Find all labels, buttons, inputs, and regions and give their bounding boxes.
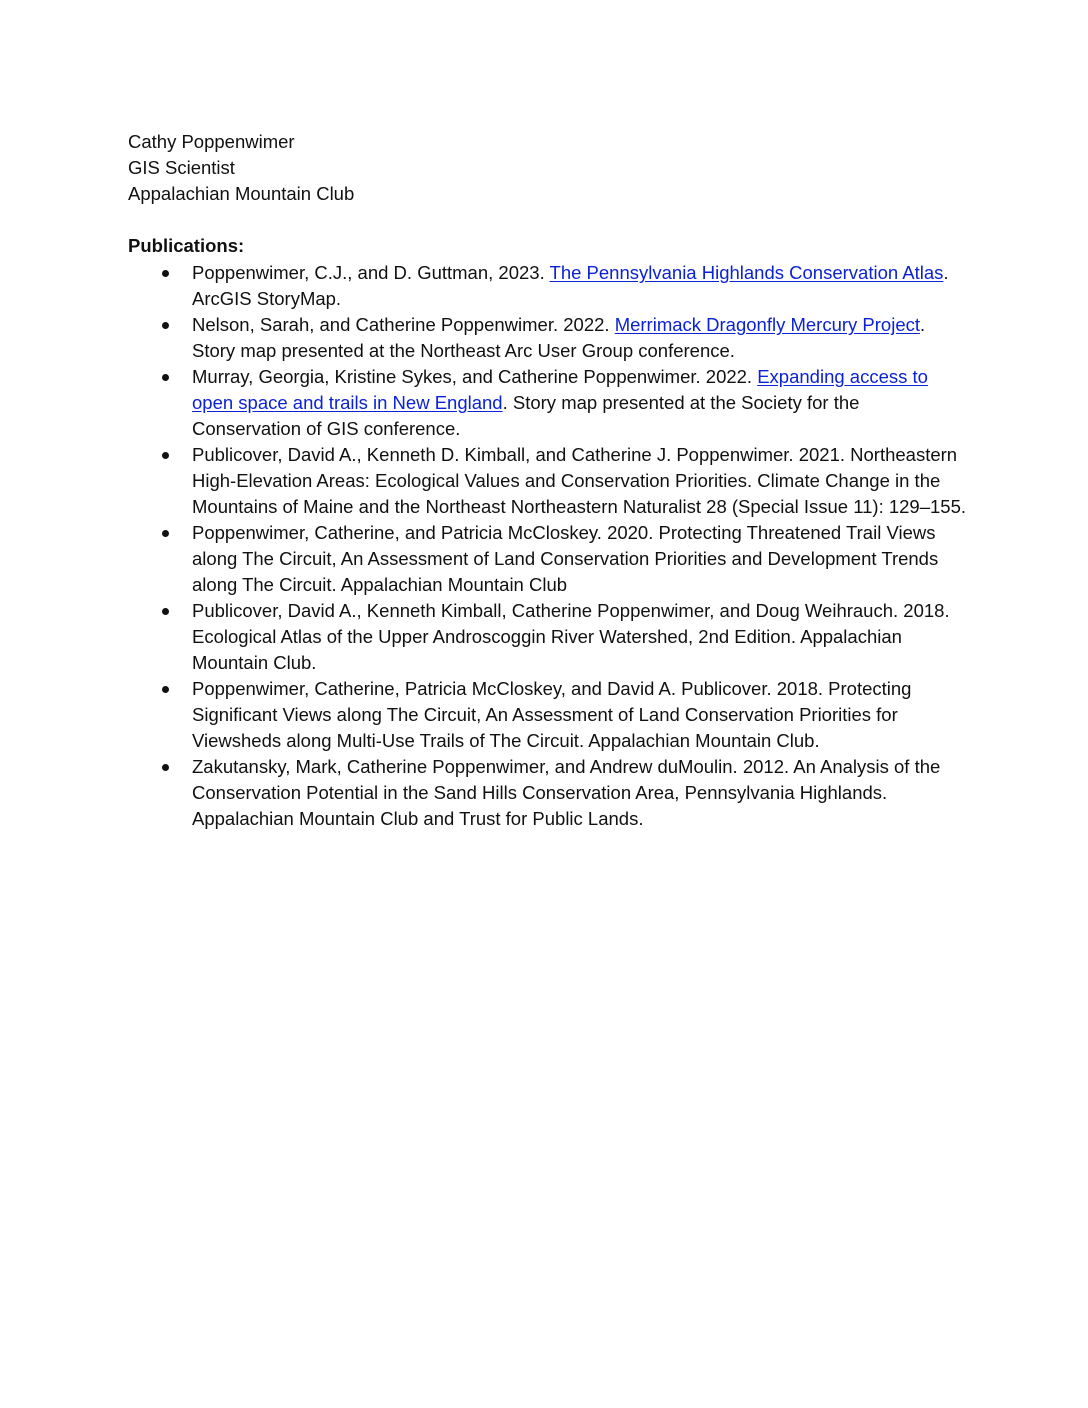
- author-name: Cathy Poppenwimer: [128, 131, 295, 152]
- list-item: [128, 312, 968, 364]
- bullet-icon: [162, 322, 169, 329]
- author-block: [128, 129, 354, 207]
- citation-link[interactable]: Expanding access to open space and trails in New England: [192, 366, 928, 413]
- bullet-icon: [162, 608, 169, 615]
- citation-text: Publicover, David A., Kenneth Kimball, Catherine Poppenwimer, and Doug Weihrauch. 2018. Ecological Atlas of the Upper Androscoggin River Watershed, 2nd Edition. Appalachian Mountain Club.: [192, 600, 950, 673]
- bullet-icon: [162, 452, 169, 459]
- list-item: [128, 754, 968, 832]
- bullet-icon: [162, 530, 169, 537]
- citation-text: Publicover, David A., Kenneth D. Kimball, and Catherine J. Poppenwimer. 2021. Northeastern High-Elevation Areas: Ecological Values and Conservation Priorities. Climate Change in the Mountains of Maine and the Northeast Northeastern Naturalist 28 (Special Issue 11): 129–155.: [192, 444, 967, 517]
- citation-text: Zakutansky, Mark, Catherine Poppenwimer, and Andrew duMoulin. 2012. An Analysis of the Conservation Potential in the Sand Hills Conservation Area, Pennsylvania Highlands. Appalachian Mountain Club and Trust for Public Lands.: [192, 756, 941, 829]
- author-organization: Appalachian Mountain Club: [128, 183, 355, 204]
- citation-text: Poppenwimer, Catherine, Patricia McCloskey, and David A. Publicover. 2018. Protecting Significant Views along The Circuit, An Assessment of Land Conservation Priorities for Viewsheds along Multi-Use Trails of The Circuit. Appalachian Mountain Club.: [192, 678, 912, 751]
- bullet-icon: [162, 270, 169, 277]
- citation-text: Poppenwimer, Catherine, and Patricia McCloskey. 2020. Protecting Threatened Trail Views along The Circuit, An Assessment of Land Conservation Priorities and Development Trends along The Circuit. Appalachian Mountain Club: [192, 522, 939, 595]
- bullet-icon: [162, 374, 169, 381]
- citation-text: . Story map presented at the Society for the Conservation of GIS conference.: [192, 392, 860, 439]
- citation-link[interactable]: The Pennsylvania Highlands Conservation Atlas: [549, 262, 944, 283]
- citation-text: . ArcGIS StoryMap.: [192, 262, 949, 309]
- citation-text: Murray, Georgia, Kristine Sykes, and Catherine Poppenwimer. 2022.: [192, 366, 758, 387]
- list-item: [128, 676, 968, 754]
- publications-list: [128, 260, 968, 832]
- list-item: [128, 520, 968, 598]
- bullet-icon: [162, 686, 169, 693]
- bullet-icon: [162, 764, 169, 771]
- citation-text: Poppenwimer, C.J., and D. Guttman, 2023.: [192, 262, 550, 283]
- citation-text: Nelson, Sarah, and Catherine Poppenwimer. 2022.: [192, 314, 615, 335]
- list-item: [128, 598, 968, 676]
- list-item: [128, 364, 968, 442]
- list-item: [128, 260, 968, 312]
- citation-link[interactable]: Merrimack Dragonfly Mercury Project: [614, 314, 921, 335]
- author-title: GIS Scientist: [128, 157, 235, 178]
- list-item: [128, 442, 968, 520]
- publications-heading: Publications:: [128, 235, 245, 256]
- citation-text: . Story map presented at the Northeast Arc User Group conference.: [192, 314, 926, 361]
